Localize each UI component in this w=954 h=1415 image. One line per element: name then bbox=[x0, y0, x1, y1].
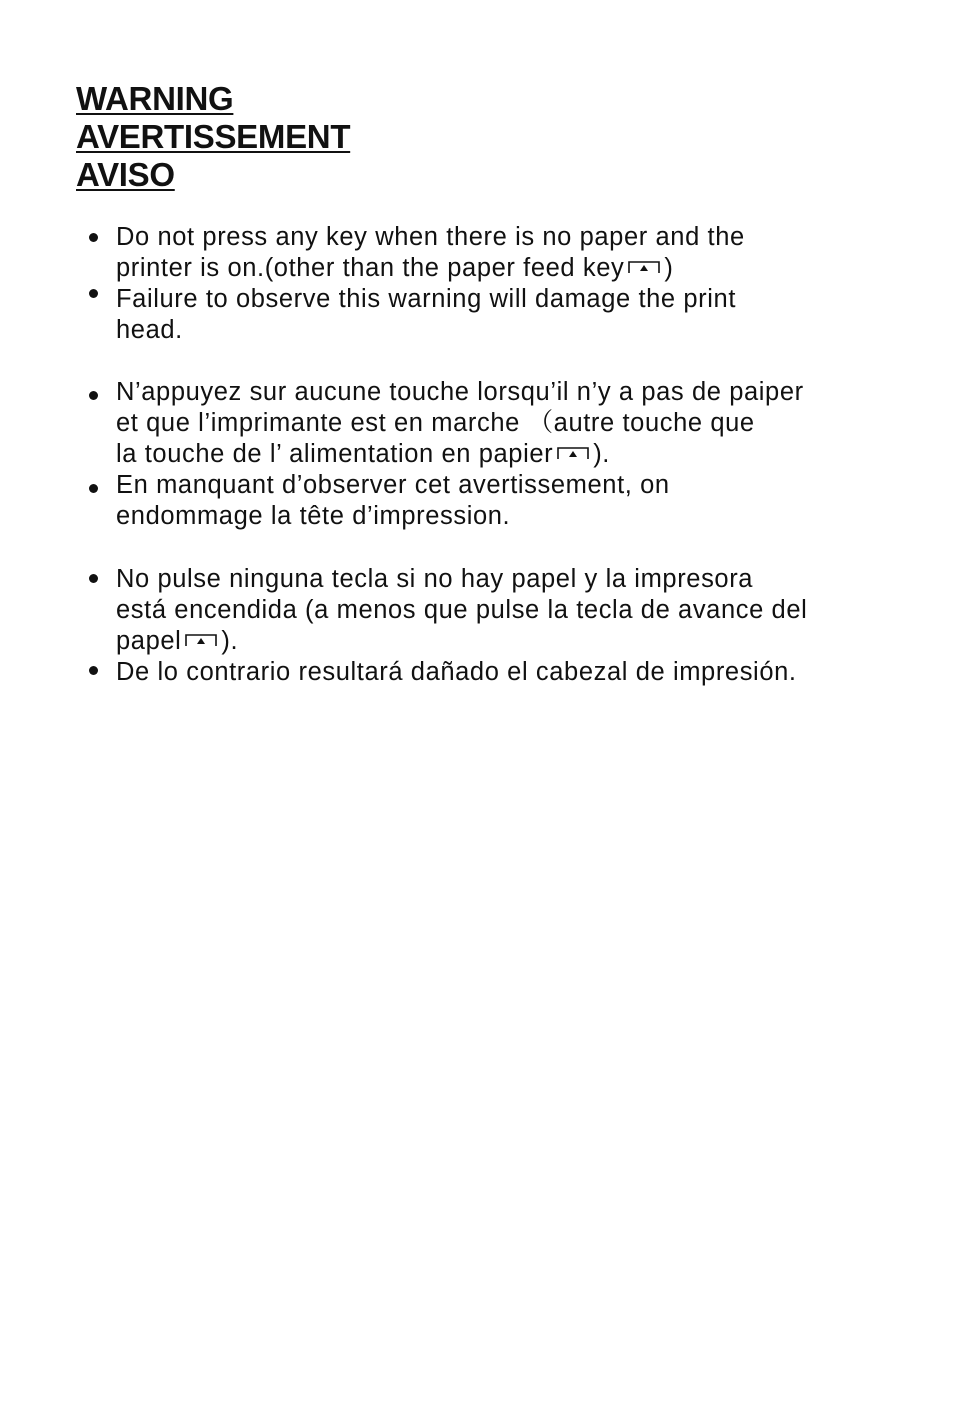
heading-avertissement: AVERTISSEMENT bbox=[76, 118, 351, 155]
heading-aviso: AVISO bbox=[76, 156, 175, 193]
text-line: En manquant d’observer cet avertissement, on bbox=[116, 471, 670, 499]
text-line: No pulse ninguna tecla si no hay papel y la impresora bbox=[116, 565, 754, 593]
spanish-warning-item-2 bbox=[116, 657, 797, 688]
english-warning-item-1 bbox=[116, 222, 745, 284]
text-line: et que l’imprimante est en marche （autre touche que bbox=[116, 409, 755, 437]
french-warning-item-2 bbox=[116, 470, 670, 532]
text-line bbox=[116, 439, 804, 470]
text-line: Failure to observe this warning will damage the print bbox=[116, 285, 737, 313]
french-warning-item-1 bbox=[116, 377, 804, 470]
warning-headings bbox=[76, 80, 350, 194]
text-line: está encendida (a menos que pulse la tecla de avance del bbox=[116, 596, 808, 624]
bullet-icon bbox=[89, 574, 98, 583]
text-fragment: ) bbox=[664, 254, 674, 282]
paper-feed-key-icon bbox=[557, 446, 589, 460]
text-fragment: la touche de l’ alimentation en papier bbox=[116, 440, 554, 468]
bullet-icon bbox=[89, 233, 98, 242]
text-line: Do not press any key when there is no paper and the bbox=[116, 223, 745, 251]
bullet-icon bbox=[89, 484, 98, 493]
heading-warning: WARNING bbox=[76, 80, 234, 117]
text-line: endommage la tête d’impression. bbox=[116, 502, 511, 530]
text-fragment: papel bbox=[116, 627, 182, 655]
spanish-warning-item-1 bbox=[116, 564, 807, 657]
bullet-icon bbox=[89, 289, 98, 298]
text-line bbox=[116, 626, 807, 657]
paper-feed-key-icon bbox=[628, 260, 660, 274]
text-fragment: ). bbox=[221, 627, 239, 655]
text-line: N’appuyez sur aucune touche lorsqu’il n’y a pas de paiper bbox=[116, 378, 804, 406]
bullet-icon bbox=[89, 666, 98, 675]
text-fragment: ). bbox=[593, 440, 610, 468]
english-warning-item-2 bbox=[116, 284, 736, 346]
text-line: De lo contrario resultará dañado el cabezal de impresión. bbox=[116, 658, 797, 686]
text-line: head. bbox=[116, 316, 183, 344]
bullet-icon bbox=[89, 391, 98, 400]
paper-feed-key-icon bbox=[185, 633, 217, 647]
text-fragment: printer is on.(other than the paper feed key bbox=[116, 254, 625, 282]
text-line bbox=[116, 253, 745, 284]
